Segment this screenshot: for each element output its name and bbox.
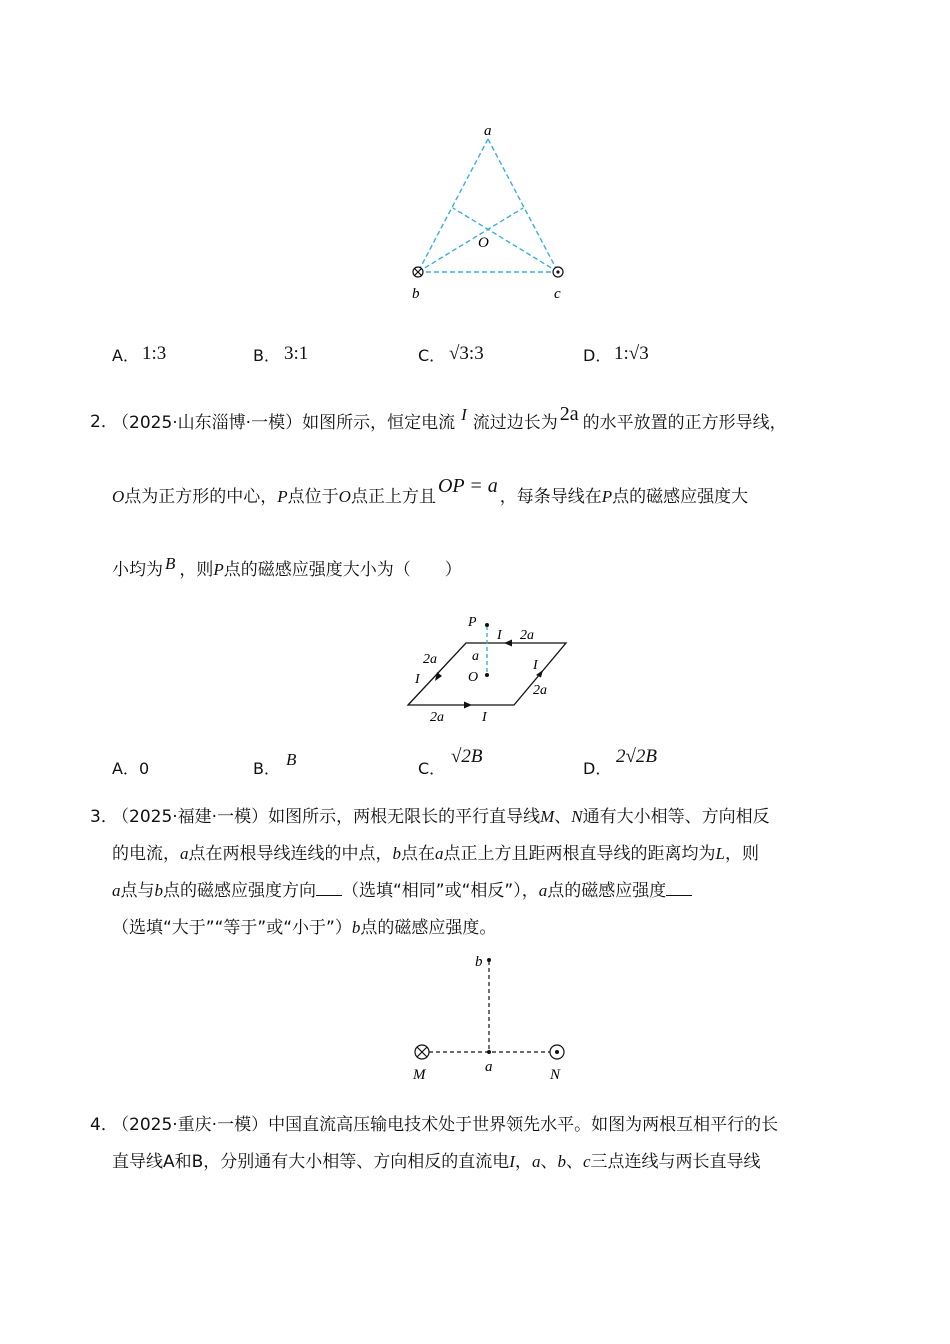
label-top-len: 2a — [520, 628, 534, 643]
q2-option-d-value: 2√2B — [616, 746, 658, 767]
q3-text: 点的磁感应强度方向 — [163, 881, 316, 901]
q3-text: 点在两根导线连线的中点， — [188, 844, 393, 864]
option-letter: A． — [112, 759, 139, 778]
q2-option-b-value: B — [286, 750, 297, 769]
q3-text: （选填“相同”或“相反”）， — [342, 881, 539, 901]
option-letter: D． — [583, 346, 612, 365]
q3-text: 点在 — [401, 844, 435, 864]
q2-option-a[interactable] — [112, 756, 149, 779]
label-right-i: I — [533, 658, 538, 673]
point-o-dot — [485, 673, 489, 677]
label-a: a — [472, 649, 479, 664]
q4-text: 直导线A和B，分别通有大小相等、方向相反的直流电 — [112, 1152, 510, 1172]
q3-text: （选填“大于”“等于”或“小于”） — [112, 918, 352, 938]
label-a: a — [485, 1059, 493, 1075]
point-o: O — [338, 487, 351, 506]
option-letter: B． — [253, 759, 280, 778]
q3-line-3 — [112, 879, 692, 903]
point-a: a — [180, 844, 189, 863]
wire-m: M — [540, 807, 555, 826]
q2-text: ，每条导线在 — [499, 487, 602, 507]
option-letter: A． — [112, 346, 139, 365]
option-letter: C． — [418, 346, 446, 365]
option-letter: D． — [583, 759, 612, 778]
q1-option-d[interactable] — [583, 343, 611, 366]
q3-line-1 — [112, 805, 770, 829]
triangle-side-ac — [488, 139, 558, 272]
side-length: 2a — [559, 403, 579, 425]
q2-line-1 — [112, 403, 787, 435]
q2-text: ，则 — [179, 560, 214, 580]
q2-number: 2． — [90, 412, 118, 432]
q2-text: 如图所示，恒定电流 — [302, 413, 456, 433]
vertex-c-label: c — [554, 286, 561, 302]
arrow-top-left-icon — [504, 640, 512, 647]
arrow-right-icon — [464, 702, 472, 709]
q3-text: ，则 — [724, 844, 759, 864]
q1-option-b-value: 3:1 — [284, 343, 309, 364]
label-m: M — [413, 1067, 426, 1083]
option-letter: B． — [253, 346, 280, 365]
wire-n: N — [571, 807, 583, 826]
point-p: P — [601, 487, 613, 506]
answer-blank-2[interactable] — [666, 879, 692, 896]
vertex-b-label: b — [412, 286, 420, 302]
q2-text: 点的磁感应强度大小为（ ） — [223, 560, 462, 580]
label-left-i: I — [415, 672, 420, 687]
parallel-wires-figure — [405, 950, 575, 1085]
label-right-len: 2a — [533, 683, 547, 698]
point-b: b — [154, 881, 163, 900]
label-bottom-len: 2a — [430, 710, 444, 725]
option-value: 0 — [138, 759, 150, 778]
median-from-c — [453, 208, 558, 272]
median-from-b — [418, 208, 523, 272]
point-a: a — [531, 1152, 541, 1171]
q3-text: 点与 — [120, 881, 155, 901]
q1-option-c[interactable] — [418, 343, 445, 366]
point-p-dot — [485, 623, 489, 627]
point-a-dot — [487, 1050, 491, 1054]
q1-option-d-value: 1:√3 — [614, 343, 649, 364]
point-a: a — [112, 881, 121, 900]
q2-line-2 — [112, 475, 749, 509]
vertex-a-label: a — [484, 123, 492, 139]
current-into-page-icon — [413, 267, 423, 277]
arrow-down-left-icon — [435, 672, 442, 681]
point-b-dot — [487, 958, 491, 962]
q3-source: （2025·福建·一模） — [112, 807, 269, 827]
q3-line-4 — [112, 916, 496, 940]
q2-text: 小均为 — [112, 560, 163, 580]
current-i: I — [509, 1152, 515, 1171]
q2-text: 点位于 — [287, 487, 339, 507]
b-symbol: B — [165, 554, 176, 573]
label-i-top: I — [497, 628, 502, 643]
label-n: N — [550, 1067, 561, 1083]
q3-text: 点的磁感应强度 — [547, 881, 667, 901]
center-o-label: O — [478, 235, 489, 251]
point-b: b — [557, 1152, 566, 1171]
q4-source: （2025·重庆·一模） — [112, 1115, 269, 1135]
q4-text: 中国直流高压输电技术处于世界领先水平。如图为两根互相平行的长 — [268, 1115, 779, 1135]
point-c: c — [582, 1152, 591, 1171]
q3-text: 通有大小相等、方向相反 — [582, 807, 770, 827]
q3-text: 如图所示，两根无限长的平行直导线 — [268, 807, 541, 827]
q2-text: 点正上方且 — [350, 487, 436, 507]
option-letter: C． — [418, 759, 446, 778]
q4-text: ， — [514, 1152, 532, 1172]
point-p: P — [213, 560, 224, 579]
q4-text: 、 — [565, 1152, 583, 1172]
q2-option-d[interactable] — [583, 756, 611, 779]
current-into-page-icon — [415, 1045, 429, 1059]
answer-blank-1[interactable] — [316, 879, 342, 896]
q2-text: 点为正方形的中心， — [124, 487, 278, 507]
q2-text: 点的磁感应强度大 — [612, 487, 749, 507]
q4-text: 、 — [540, 1152, 558, 1172]
label-bottom-i: I — [482, 710, 487, 725]
square-loop-figure — [400, 608, 590, 728]
current-out-of-page-icon — [550, 1045, 564, 1059]
q3-text: 、 — [554, 807, 572, 827]
q3-text: 点正上方且距两根直导线的距离均为 — [443, 844, 716, 864]
q2-option-c-value: √2B — [451, 746, 483, 767]
q4-line-1 — [112, 1113, 778, 1137]
point-a: a — [538, 881, 548, 900]
current-out-of-page-icon — [553, 267, 563, 277]
current-symbol: I — [461, 405, 467, 424]
q1-option-b[interactable] — [253, 343, 280, 366]
q4-text: 三点连线与两长直导线 — [590, 1152, 761, 1172]
q2-source: （2025·山东淄博·一模） — [112, 413, 303, 433]
q3-text: 点的磁感应强度。 — [360, 918, 497, 938]
distance-l: L — [715, 844, 725, 863]
q2-option-b[interactable] — [253, 756, 280, 779]
q4-number: 4． — [90, 1115, 118, 1135]
q4-line-2 — [112, 1150, 761, 1174]
q1-option-a[interactable] — [112, 343, 139, 366]
label-o: O — [468, 670, 479, 685]
triangle-figure — [400, 115, 580, 310]
q1-option-a-value: 1:3 — [142, 343, 167, 364]
q2-line-3 — [112, 554, 462, 582]
label-p: P — [468, 615, 477, 630]
q3-line-2 — [112, 842, 759, 866]
point-b: b — [351, 918, 361, 937]
point-p: P — [277, 487, 288, 506]
q2-text: 的水平放置的正方形导线， — [582, 413, 787, 433]
q1-option-c-value: √3:3 — [449, 343, 484, 364]
point-a: a — [435, 844, 444, 863]
q3-text: 的电流， — [112, 844, 180, 864]
q3-number: 3． — [90, 807, 118, 827]
op-equation: OP = a — [437, 475, 498, 497]
triangle-side-ab — [418, 139, 488, 272]
label-left-len: 2a — [423, 652, 437, 667]
point-o: O — [112, 487, 125, 506]
point-b: b — [392, 844, 401, 863]
label-b: b — [475, 954, 483, 970]
q2-text: 流过边长为 — [472, 413, 558, 433]
q2-option-c[interactable] — [418, 756, 445, 779]
